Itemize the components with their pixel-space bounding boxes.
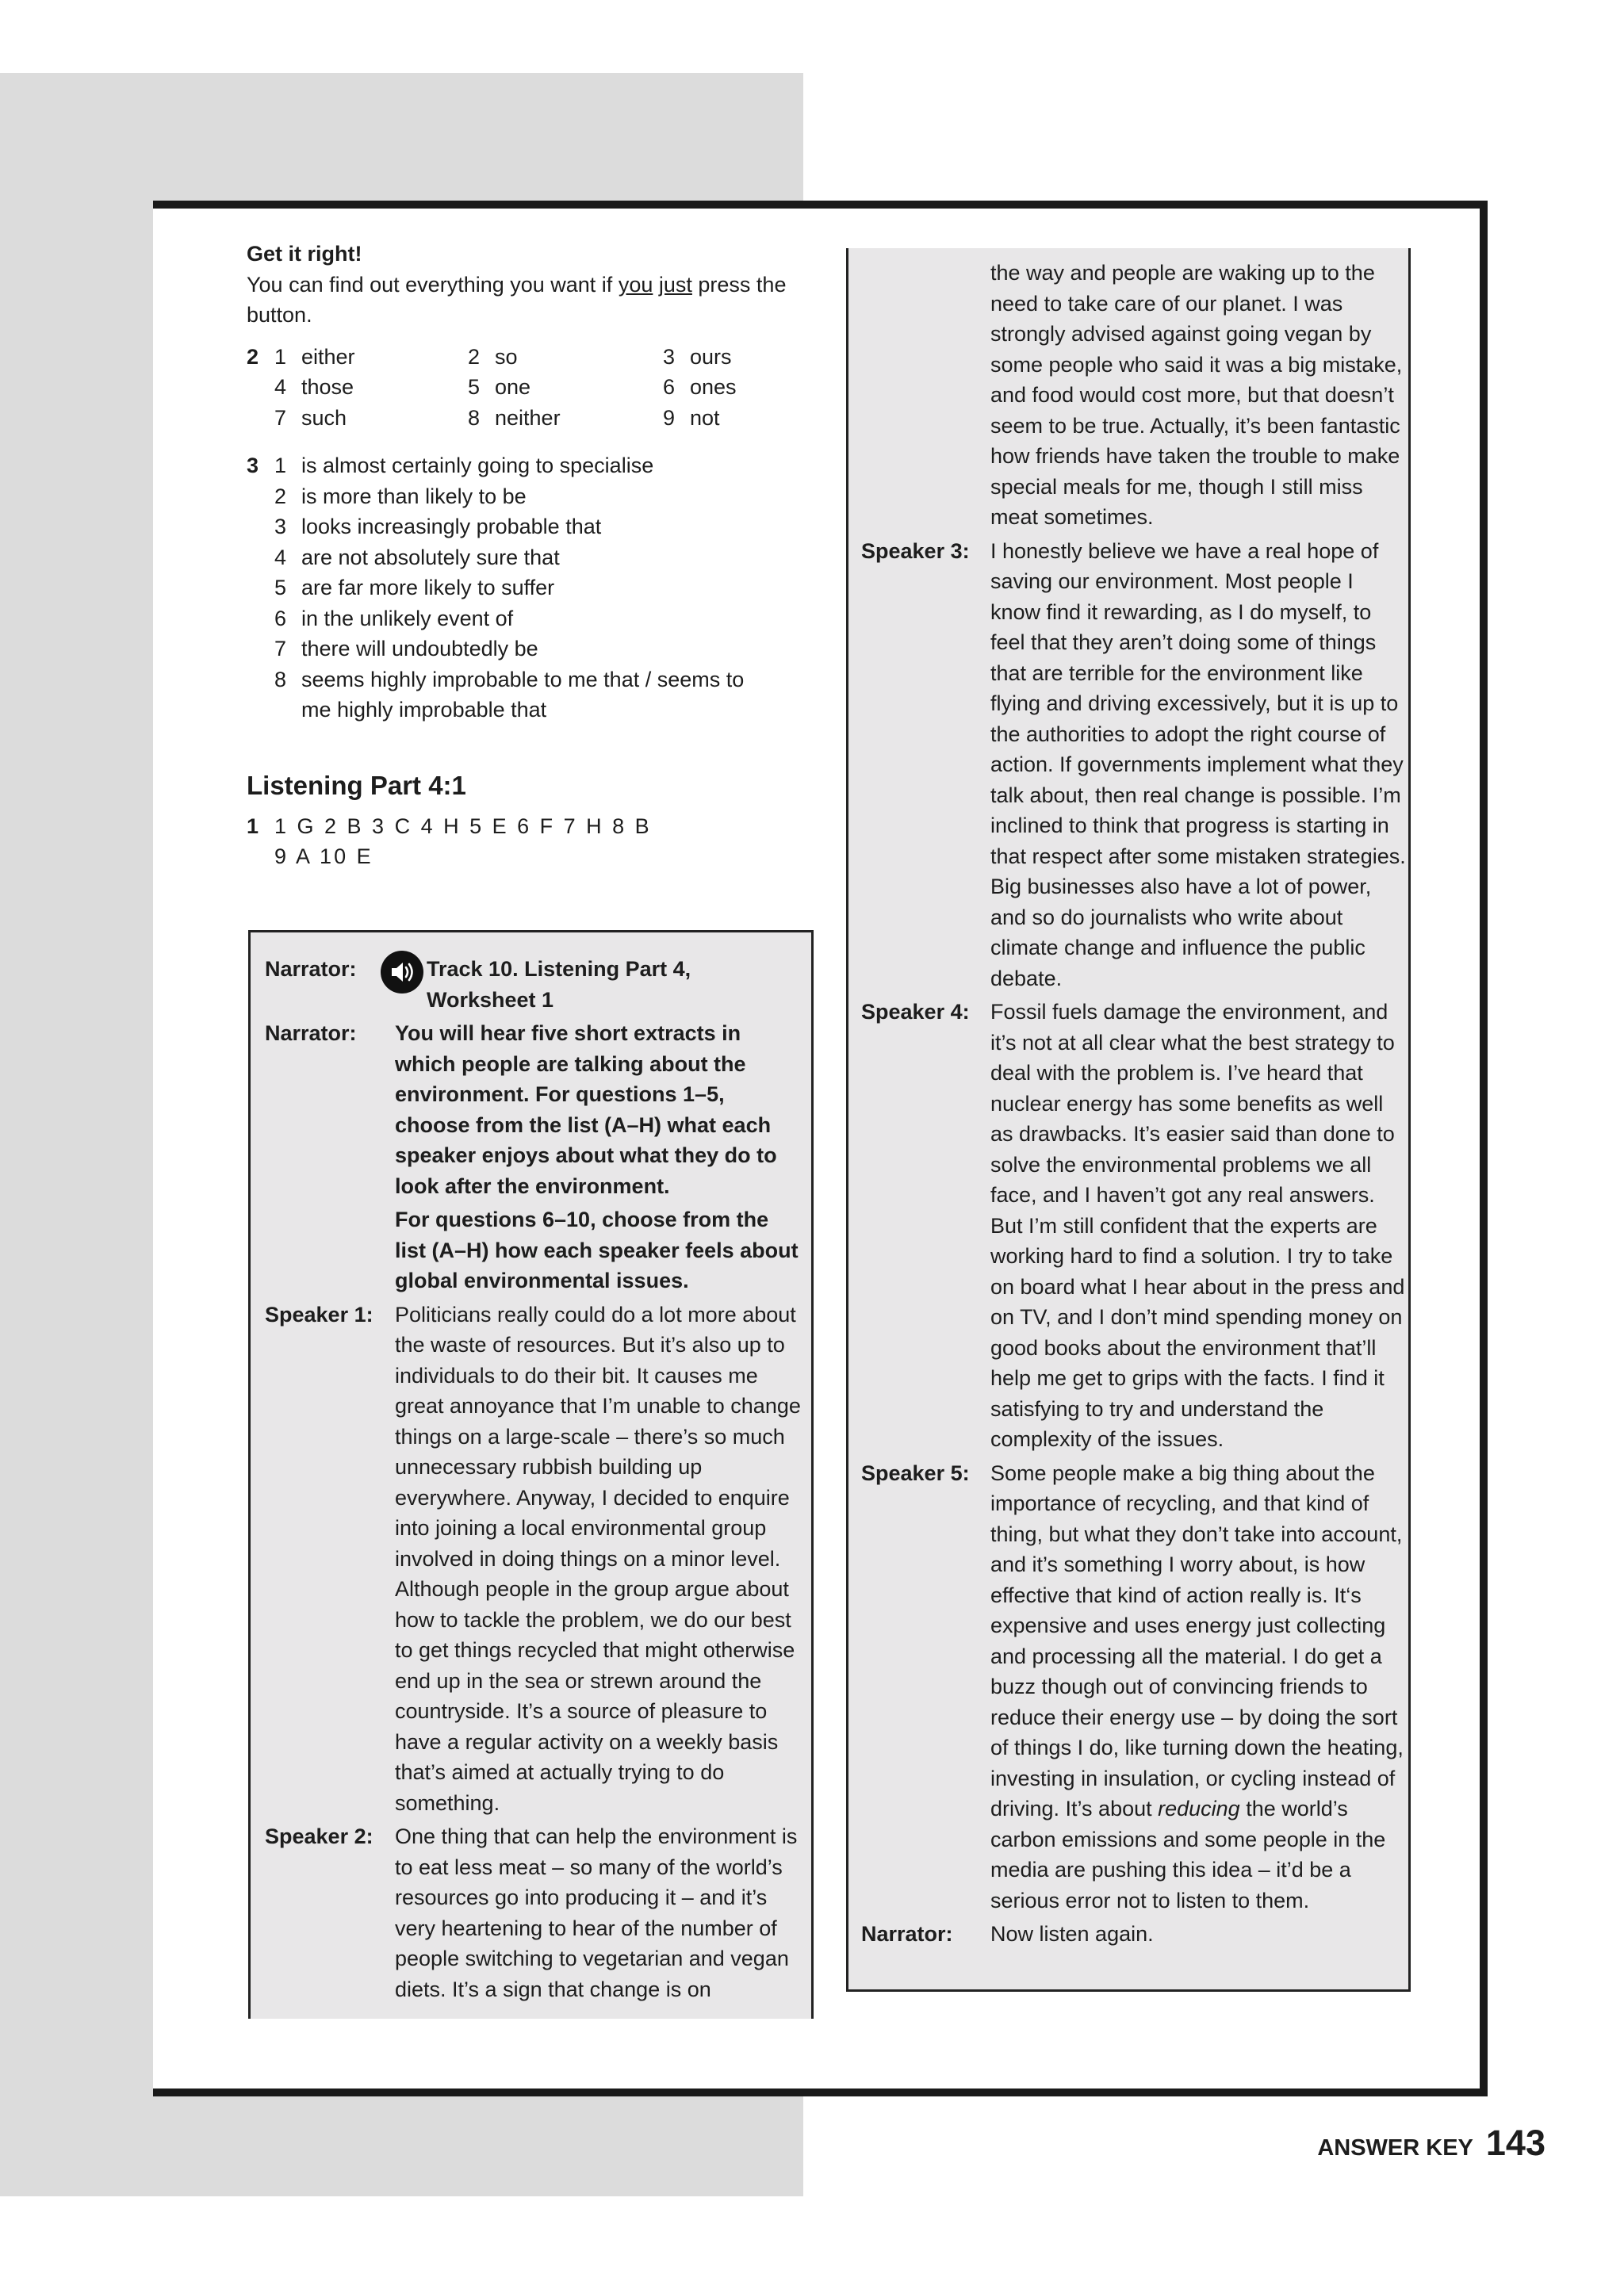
transcript-row [861,536,1408,994]
speaker-text [990,1458,1408,1916]
answer-item: 4 are not absolutely sure that [274,545,560,569]
section-title: Listening Part 4:1 [247,770,466,800]
page-footer [1317,2123,1545,2164]
answer-item: 6 in the unlikely event of [274,606,514,630]
transcript-row [265,1300,804,1819]
track-title: Track 10. Listening Part 4, Worksheet 1 [427,957,691,1012]
exercise-3 [247,450,802,726]
transcript-box-left [248,930,814,2019]
text-part: press the button. [247,272,787,327]
answer-item: 6 ones [663,375,737,399]
exercise-number: 2 [247,344,259,369]
empty-label [861,258,990,533]
text-part [653,273,659,297]
speaker-text: Politicians really could do a lot more about the waste of resources. But it’s also up to individuals to do their bit. It causes me great annoyance that I’m unable to change things on a large-scale – there’s so much unnecessary rubbish building up everywhere. Anyway, I decided to enquire into joining a local environmental group involved in doing things on a minor level. Although people in the group argue about how to tackle the problem, we do our best to get things recycled that might otherwise end up in the sea or strewn around the countryside. It’s a source of pleasure to have a regular activity on a weekly basis that’s aimed at actually trying to do something. [395,1302,801,1815]
underlined-word: just [658,272,692,297]
text-part: You can find out everything you want if [247,272,619,297]
text-part: Some people make a big thing about the importance of recycling, and that kind of thing, but what they don’t take into account, and it’s something I worry about, is how effective that kind of action really is. It‘s expensive and uses energy just collecting and processing all the material. I do get a buzz though out of convincing friends to reduce their energy use – by doing the sort of things I do, like turning down the heating, investing in insulation, or cycling instead of driving. It’s about [990,1461,1404,1820]
transcript-row [861,1458,1408,1916]
transcript-box-right [846,248,1411,1992]
answer-item: 2 so [468,344,518,369]
answer-item: 1 either [274,344,355,369]
speaker-text: Fossil fuels damage the environment, and it’s not at all clear what the best strategy to deal with the problem is. I’ve heard that nuclear energy has some benefits as well as drawbacks. It’s easier said than done to solve the environmental problems we all face, and I haven’t got any real answers. But I’m still confident that the experts are working hard to find a solution. I try to take on board what I hear about in the press and on TV, and I don’t mind spending money on good books about the environment that’ll help me get to grips with the facts. I find it satisfying to try and understand the complexity of the issues. [990,1000,1405,1451]
speaker-icon[interactable] [381,951,423,994]
transcript-row [861,1919,1408,1950]
transcript-row [861,258,1408,533]
narrator-label: Narrator: [861,1922,953,1946]
left-column [247,239,802,872]
answer-item: 5 one [468,375,531,399]
emphasized-word: reducing [1158,1797,1240,1820]
answer-item: 7 there will undoubtedly be [274,637,538,660]
answer-item: 7 such [274,405,347,430]
transcript-row [265,954,804,1015]
page-number: 143 [1485,2123,1545,2163]
narrator-instructions [395,1018,804,1296]
transcript-content [265,954,804,2004]
footer-label: ANSWER KEY [1317,2135,1473,2161]
speaker-label: Speaker 3: [861,538,970,563]
speaker-label: Speaker 5: [861,1461,970,1485]
answer-item: 3 looks increasingly probable that [274,515,602,538]
exercise-2-answers [274,342,802,434]
speaker-text: the way and people are waking up to the need to take care of our planet. I was strongly advised against going vegan by some people who said it was a big mistake, and food would cost more, but that doesn’t seem to be true. Actually, it’s been fantastic how friends have taken the trouble to make special meals for me, though I still miss meat sometimes. [990,261,1403,529]
exercise-1-answers-line: 9 A 10 E [274,844,373,868]
answer-item: 3 ours [663,344,732,369]
speaker-icon-graphic [387,957,417,987]
exercise-2 [247,342,802,434]
transcript-row [265,1821,804,2004]
answer-item: 1 is almost certainly going to specialise [274,454,654,477]
exercise-1 [247,811,802,872]
answer-item: 9 not [663,405,720,430]
answer-item: 8 neither [468,405,561,430]
answer-item: 5 are far more likely to suffer [274,576,555,599]
transcript-row [265,1018,804,1296]
exercise-number: 1 [247,814,259,838]
speaker-text: I honestly believe we have a real hope of saving our environment. Most people I know find it rewarding, as I do myself, to feel that they aren’t doing some of things that are terrible for the environment like flying and driving excessively, but it is up to the authorities to adopt the right course of action. If governments implement what they talk about, then real change is possible. I’m inclined to think that progress is starting in that respect after some mistaken strategies. Big businesses also have a lot of power, and so do journalists who write about climate change and influence the public debate. [990,538,1406,990]
narrator-label: Narrator: [265,1021,357,1045]
speaker-text: One thing that can help the environment is to eat less meat – so many of the world’s resources go into producing it – and it’s very heartening to hear of the number of people switching to vegetarian and vegan diets. It’s a sign that change is on [395,1824,798,2001]
instruction-paragraph: You will hear five short extracts in which people are talking about the environment. For questions 1–5, choose from the list (A–H) what each speaker enjoys about what they do to look after the environment. [395,1021,777,1198]
underlined-word: you [618,272,653,297]
instruction-paragraph: For questions 6–10, choose from the list (A–H) how each speaker feels about global environmental issues. [395,1208,799,1292]
speaker-label: Speaker 1: [265,1302,373,1327]
transcript-content [861,258,1408,1950]
exercise-3-answers [274,450,802,726]
answer-item: 2 is more than likely to be [274,484,527,508]
answer-item: 8 seems highly improbable to me that / seems to me highly improbable that [274,667,745,722]
narrator-label: Narrator: [265,957,357,981]
speaker-label: Speaker 4: [861,1000,970,1024]
exercise-number: 3 [247,454,259,477]
narrator-text: Now listen again. [990,1922,1154,1946]
text-part: the world’s carbon emissions and some people in the media are pushing this idea – it’d be a serious error not to listen to them. [990,1797,1386,1912]
transcript-row [861,997,1408,1455]
answer-item: 4 those [274,375,354,399]
get-it-right-text [247,270,802,331]
get-it-right-title: Get it right! [247,242,362,266]
speaker-label: Speaker 2: [265,1824,373,1848]
exercise-1-answers-line: 1 G 2 B 3 C 4 H 5 E 6 F 7 H 8 B [274,814,652,838]
